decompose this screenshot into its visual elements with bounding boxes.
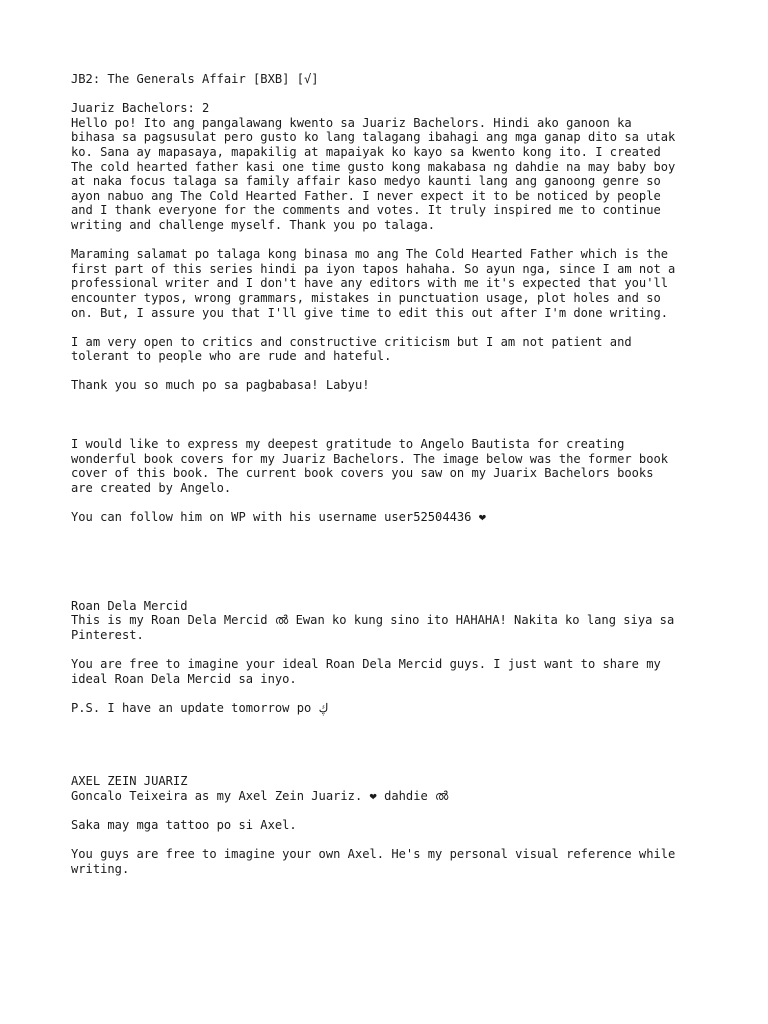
axel-imagine: You guys are free to imagine your own Axel. He's my personal visual reference while writing.: [71, 847, 676, 876]
axel-heading: AXEL ZEIN JUARIZ: [71, 774, 188, 789]
axel-body: Goncalo Teixeira as my Axel Zein Juariz. ❤ dahdie ൽ: [71, 788, 449, 803]
critics-paragraph: I am very open to critics and constructive criticism but I am not patient and tolerant to people who are rude and hateful.: [71, 334, 632, 364]
follow-paragraph: You can follow him on WP with his username user52504436 ❤: [71, 510, 487, 525]
intro-body: Hello po! Ito ang pangalawang kwento sa Juariz Bachelors. Hindi ako ganoon ka bihasa sa pagsusulat pero gusto ko lang talagang ibahagi ang mga ganap dito sa utak ko. Sana ay mapasaya, mapakilig at mapaiyak ko kayo sa kwento kong ito. I created The cold hearted father kasi one time gusto kong makabasa ng dahdie na may baby boy at naka focus talaga sa family affair kaso medyo kaunti lang ang ganoong genre so ayon nabuo ang The Cold Hearted Father. I never expect it to be noticed by people and I thank everyone for the comments and votes. It truly inspired me to continue writing and challenge myself. Thank you po talaga.: [71, 115, 676, 232]
roan-heading: Roan Dela Mercid: [71, 598, 188, 613]
axel-tattoo: Saka may mga tattoo po si Axel.: [71, 818, 297, 833]
labyu-paragraph: Thank you so much po sa pagbabasa! Labyu!: [71, 378, 370, 393]
roan-body: This is my Roan Dela Mercid ൽ Ewan ko kung sino ito HAHAHA! Nakita ko lang siya sa Pinterest.: [71, 613, 675, 642]
intro-heading: Juariz Bachelors: 2: [71, 101, 210, 116]
thanks-paragraph: Maraming salamat po talaga kong binasa mo ang The Cold Hearted Father which is the first part of this series hindi pa iyon tapos hahaha. So ayun nga, since I am not a professional writer and I don't have any editors with me it's expected that you'll encounter typos, wrong grammars, mistakes in punctuation usage, plot holes and so on. But, I assure you that I'll give time to edit this out after I'm done writing.: [71, 247, 676, 320]
roan-ps: P.S. I have an update tomorrow po ڮ: [71, 700, 329, 715]
gratitude-paragraph: I would like to express my deepest gratitude to Angelo Bautista for creating wonderful book covers for my Juariz Bachelors. The image below was the former book cover of this book. The current book covers you saw on my Juarix Bachelors books are created by Angelo.: [71, 437, 669, 495]
document-page: [71, 72, 721, 877]
document-title: JB2: The Generals Affair [BXB] [√]: [71, 72, 319, 86]
roan-imagine: You are free to imagine your ideal Roan Dela Mercid guys. I just want to share my ideal Roan Dela Mercid sa inyo.: [71, 657, 661, 686]
